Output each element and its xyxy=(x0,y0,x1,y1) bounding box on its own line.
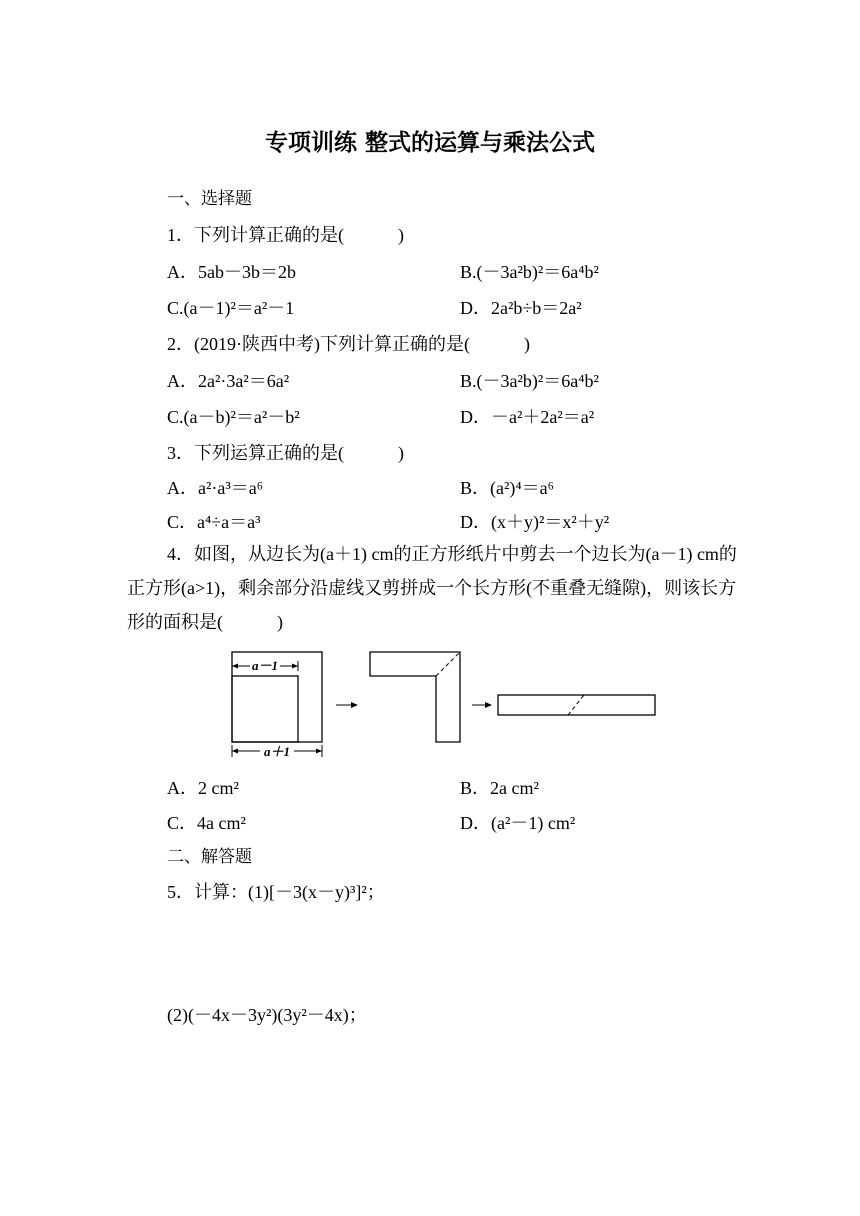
question-2-option-b: B.(－3a²b)²＝6a⁴b² xyxy=(460,371,599,391)
question-3-option-c: C．a⁴÷a＝a³ xyxy=(167,512,261,532)
page-title: 专项训练 整式的运算与乘法公式 xyxy=(264,130,595,156)
question-3-option-b: B．(a²)⁴＝a⁶ xyxy=(460,478,554,498)
long-rectangle xyxy=(498,695,655,715)
question-4-option-c: C．4a cm² xyxy=(167,813,246,833)
question-2-option-d: D．－a²＋2a²＝a² xyxy=(460,407,595,427)
question-2-option-a: A．2a²·3a²＝6a² xyxy=(167,371,290,391)
question-4-stem: 4．如图，从边长为(a＋1) cm的正方形纸片中剪去一个边长为(a－1) cm的正方形(a>1)，剩余部分沿虚线又剪拼成一个长方形(不重叠无缝隙)，则该长方形的面积是( ) xyxy=(127,544,737,632)
inner-square xyxy=(232,676,298,742)
question-4-option-a: A．2 cm² xyxy=(167,778,239,798)
question-1-stem: 1．下列计算正确的是( ) xyxy=(167,225,404,245)
label-a-plus-1: a＋1 xyxy=(263,744,291,759)
section-heading-choice: 一、选择题 xyxy=(167,189,252,209)
question-1-option-d: D．2a²b÷b＝2a² xyxy=(460,298,582,318)
question-4-option-b: B．2a cm² xyxy=(460,778,539,798)
question-3-stem: 3．下列运算正确的是( ) xyxy=(167,443,404,463)
question-4-option-d: D．(a²－1) cm² xyxy=(460,813,576,833)
square-cut-diagram xyxy=(228,648,658,766)
question-2-option-c: C.(a－b)²＝a²－b² xyxy=(167,407,300,427)
question-1-option-b: B.(－3a²b)²＝6a⁴b² xyxy=(460,262,599,282)
question-3-option-a: A．a²·a³＝a⁶ xyxy=(167,478,264,498)
label-a-minus-1: a－1 xyxy=(251,658,279,673)
question-3-option-d: D．(x＋y)²＝x²＋y² xyxy=(460,512,610,532)
section-heading-answer: 二、解答题 xyxy=(167,847,252,867)
question-5-part-2: (2)(－4x－3y²)(3y²－4x)； xyxy=(167,1005,367,1025)
question-5-part-1: 5．计算：(1)[－3(x－y)³]²； xyxy=(167,882,385,902)
question-2-stem: 2．(2019·陕西中考)下列计算正确的是( ) xyxy=(167,334,530,354)
question-1-option-c: C.(a－1)²＝a²－1 xyxy=(167,298,295,318)
question-1-option-a: A．5ab－3b＝2b xyxy=(167,262,296,282)
